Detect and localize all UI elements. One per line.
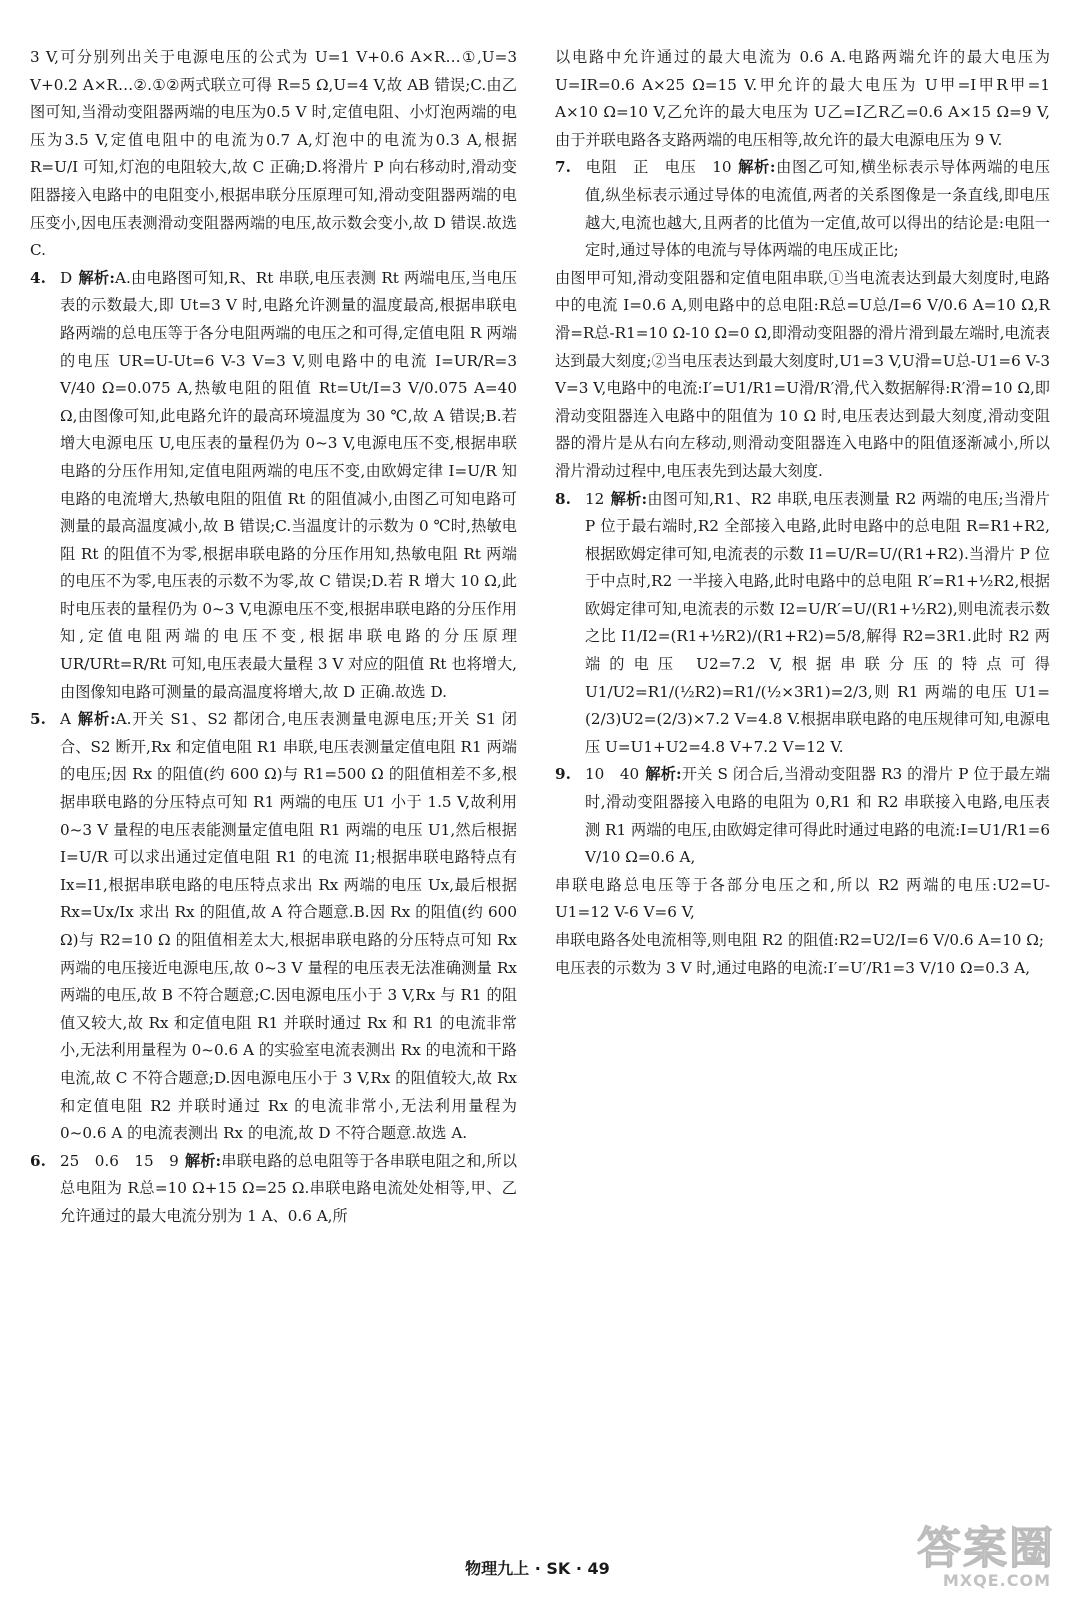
analysis-label: 解析:: [645, 765, 682, 784]
item-answer: 10 40: [585, 765, 640, 784]
watermark-logo: [905, 1512, 1055, 1592]
analysis-label: 解析:: [76, 710, 116, 729]
analysis-text: 由图可知,R1、R2 串联,电压表测量 R2 两端的电压;当滑片 P 位于最右端时,R2 全部接入电路,此时电路中的总电阻 R=R1+R2,根据欧姆定律可知,电流表的示数 I1=U/R=U/(R1+R2).当滑片 P 位于中点时,R2 一半接入电路,此时电路中的总电阻 R′=R1+½R2,根据欧姆定律可知,电流表的示数 I2=U/R′=U/(R1+½R2),则电流表示数之比 I1/I2=(R1+½R2)/(R1+R2)=5/8,解得 R2=3R1.此时 R2 两端的电压 U2=7.2 V,根据串联分压的特点可得 U1/U2=R1/(½R2)=R1/(½×3R1)=2/3,则 R1 两端的电压 U1=(2/3)U2=(2/3)×7.2 V=4.8 V.根据串联电路的电压规律可知,电源电压 U=U1+U2=4.8 V+7.2 V=12 V.: [585, 489, 1050, 756]
analysis-label: 解析:: [78, 268, 115, 287]
item-number: 9.: [555, 765, 571, 784]
item-number: 8.: [555, 489, 571, 508]
item-answer: 25 0.6 15 9: [60, 1151, 179, 1170]
watermark-url: MXQE.COM: [942, 1571, 1051, 1590]
item-number: 6.: [30, 1151, 46, 1170]
item-answer: 电阻 正 电压 10: [585, 158, 732, 177]
continued-text: 以电路中允许通过的最大电流为 0.6 A.电路两端允许的最大电压为 U=IR=0.6 A×25 Ω=15 V.甲允许的最大电压为 U甲=I甲R甲=1 A×10 Ω=10 V,乙允许的最大电压为 U乙=I乙R乙=0.6 A×15 Ω=9 V,由于并联电路各支路两端的电压相等,故允许的最大电源电压为 9 V.: [555, 48, 1050, 149]
analysis-label: 解析:: [184, 1151, 222, 1170]
item-number: 5.: [30, 710, 46, 729]
item-answer: 12: [585, 489, 605, 508]
analysis-text: 由图乙可知,横坐标表示导体两端的电压值,纵坐标表示通过导体的电流值,两者的关系图像是一条直线,即电压越大,电流也越大,且两者的比值为一定值,故可以得出的结论是:电阻一定时,通过导体的电流与导体两端的电压成正比;: [585, 158, 1051, 260]
analysis-label: 解析:: [737, 158, 776, 177]
item-answer: A: [60, 710, 71, 729]
paragraph: 串联电路各处电流相等,则电阻 R2 的阻值:R2=U2/I=6 V/0.6 A=10 Ω;: [555, 931, 1044, 949]
left-column: [30, 44, 517, 1231]
answer-item: [555, 154, 1050, 264]
watermark-title: 答案圈: [917, 1523, 1055, 1574]
item-number: 7.: [555, 158, 571, 177]
analysis-text: 开关 S 闭合后,当滑动变阻器 R3 的滑片 P 位于最左端时,滑动变阻器接入电路的电阻为 0,R1 和 R2 串联接入电路,电压表测 R1 两端的电压,由欧姆定律可得此时通过电路的电流:I=U1/R1=6 V/10 Ω=0.6 A,: [585, 765, 1051, 867]
paragraph: 串联电路总电压等于各部分电压之和,所以 R2 两端的电压:U2=U-U1=12 V-6 V=6 V,: [555, 875, 1050, 922]
paragraph: 电压表的示数为 3 V 时,通过电路的电流:I′=U′/R1=3 V/10 Ω=0.3 A,: [555, 958, 1031, 977]
answer-item: [555, 486, 1050, 762]
page-footer: 物理九上 · SK · 49: [465, 1559, 610, 1578]
answer-item: [30, 265, 517, 707]
paragraph: 由图甲可知,滑动变阻器和定值电阻串联,①当电流表达到最大刻度时,电路中的电流 I=0.6 A,则电路中的总电阻:R总=U总/I=6 V/0.6 A=10 Ω,R滑=R总-R1=10 Ω-10 Ω=0 Ω,即滑动变阻器的滑片滑到最左端时,电流表达到最大刻度;②当电压表达到最大刻度时,U1=3 V,U滑=U总-U1=6 V-3 V=3 V,电路中的电流:I′=U1/R1=U滑/R′滑,代入数据解得:R′滑=10 Ω,即滑动变阻器连入电路中的阻值为 10 Ω 时,电压表达到最大刻度,滑动变阻器的滑片是从右向左移动,则滑动变阻器连入电路中的阻值逐渐减小,所以滑片滑动过程中,电压表先到达最大刻度.: [555, 268, 1050, 480]
answer-item: [30, 706, 517, 1148]
continued-text: 3 V,可分别列出关于电源电压的公式为 U=1 V+0.6 A×R…①,U=3 V+0.2 A×R…②.①②两式联立可得 R=5 Ω,U=4 V,故 AB 错误;C.由乙图可知,当滑动变阻器两端的电压为0.5 V 时,定值电阻、小灯泡两端的电压为3.5 V,定值电阻中的电流为0.7 A,灯泡中的电流为0.3 A,根据 R=U/I 可知,灯泡的电阻较大,故 C 正确;D.将滑片 P 向右移动时,滑动变阻器接入电路中的电阻变小,根据串联分压原理可知,滑动变阻器两端的电压变小,因电压表测滑动变阻器两端的电压,故示数会变小,故 D 错误.故选 C.: [30, 48, 517, 260]
analysis-text: 串联电路的总电阻等于各串联电阻之和,所以总电阻为 R总=10 Ω+15 Ω=25 Ω.串联电路电流处处相等,甲、乙允许通过的最大电流分别为 1 A、0.6 A,所: [60, 1151, 518, 1225]
item-answer: D: [60, 268, 73, 287]
item-number: 4.: [30, 268, 46, 287]
analysis-text: A.开关 S1、S2 都闭合,电压表测量电源电压;开关 S1 闭合、S2 断开,Rx 和定值电阻 R1 串联,电压表测量定值电阻 R1 两端的电压;因 Rx 的阻值(约 600 Ω)与 R1=500 Ω 的阻值相差不多,根据串联电路的分压特点可知 R1 两端的电压 U1 小于 1.5 V,故利用 0~3 V 量程的电压表能测量定值电阻 R1 两端的电压 U1,然后根据 I=U/R 可以求出通过定值电阻 R1 的电流 I1;根据串联电路特点有 Ix=I1,根据串联电路的电压特点求出 Rx 两端的电压 Ux,最后根据 Rx=Ux/Ix 求出 Rx 的阻值,故 A 符合题意.B.因 Rx 的阻值(约 600 Ω)与 R2=10 Ω 的阻值相差太大,根据串联电路的分压特点可知 Rx 两端的电压接近电源电压,故 0~3 V 量程的电压表无法准确测量 Rx 两端的电压,故 B 不符合题意;C.因电源电压小于 3 V,Rx 与 R1 的阻值又较大,故 Rx 和定值电阻 R1 并联时通过 Rx 和 R1 的电流非常小,无法利用量程为 0~0.6 A 的实验室电流表测出 Rx 的电流和干路电流,故 C 不符合题意;D.因电源电压小于 3 V,Rx 的阻值较大,故 Rx 和定值电阻 R2 并联时通过 Rx 的电流非常小,无法利用量程为 0~0.6 A 的电流表测出 Rx 的电流,故 D 不符合题意.故选 A.: [60, 710, 517, 1143]
analysis-label: 解析:: [610, 489, 648, 508]
answer-item: [555, 761, 1050, 871]
answer-item: [30, 1148, 517, 1231]
right-column: [555, 44, 1050, 982]
analysis-text: A.由电路图可知,R、Rt 串联,电压表测 Rt 两端电压,当电压表的示数最大,即 Ut=3 V 时,电路允许测量的温度最高,根据串联电路两端的总电压等于各分电阻两端的电压之和可得,定值电阻 R 两端的电压 UR=U-Ut=6 V-3 V=3 V,则电路中的电流 I=UR/R=3 V/40 Ω=0.075 A,热敏电阻的阻值 Rt=Ut/I=3 V/0.075 A=40 Ω,由图像可知,此电路允许的最高环境温度为 30 ℃,故 A 错误;B.若增大电源电压 U,电压表的量程仍为 0~3 V,电源电压不变,根据串联电路的分压作用知,定值电阻两端的电压不变,由欧姆定律 I=U/R 知电路的电流增大,热敏电阻的阻值 Rt 的阻值减小,由图乙可知电路可测量的最高温度减小,故 B 错误;C.当温度计的示数为 0 ℃时,热敏电阻 Rt 的阻值不为零,根据串联电路的分压作用知,热敏电阻 Rt 两端的电压不为零,电压表的示数不为零,故 C 错误;D.若 R 增大 10 Ω,此时电压表的量程仍为 0~3 V,电源电压不变,根据串联电路的分压作用知,定值电阻两端的电压不变,根据串联电路的分压原理 UR/URt=R/Rt 可知,电压表最大量程 3 V 对应的阻值 Rt 也将增大,由图像知电路可测量的最高温度将增大,故 D 正确.故选 D.: [60, 268, 517, 701]
